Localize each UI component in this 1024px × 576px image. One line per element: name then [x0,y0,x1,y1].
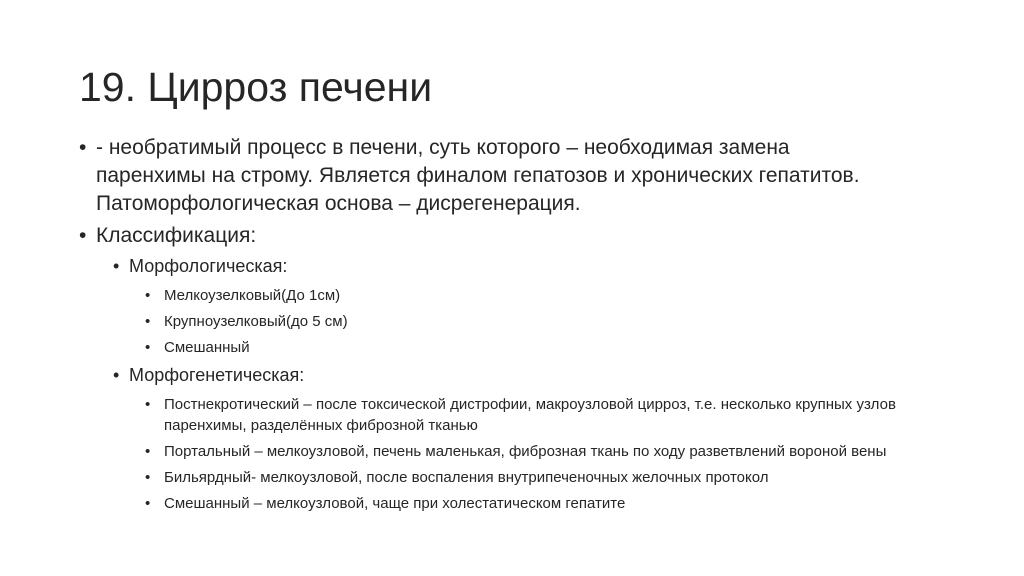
list-item-text: Крупноузелковый(до 5 см) [164,313,348,330]
morphological-item [113,254,959,279]
bullet-icon: • [145,313,151,330]
bullet-icon: • [145,469,151,486]
list-item-text: Бильярдный- мелкоузловой, после воспаления внутрипеченочных желочных протокол [164,469,769,486]
definition-item [79,134,896,218]
bullet-icon: • [145,396,151,413]
slide-title: 19. Цирроз печени [79,64,433,110]
list-item-text: Смешанный – мелкоузловой, чаще при холестатическом гепатите [164,495,626,512]
bullet-icon: • [79,224,87,247]
list-item-text: Портальный – мелкоузловой, печень маленькая, фиброзная ткань по ходу разветвлений вороной вены [164,443,887,460]
slide-body [79,134,959,519]
list-item-text: Мелкоузелковый(До 1см) [164,287,341,304]
list-item-text: Смешанный [164,339,250,356]
bullet-icon: • [113,365,120,385]
list-item [145,337,924,358]
bullet-icon: • [145,443,151,460]
bullet-icon: • [145,287,151,304]
bullet-icon: • [145,339,151,356]
classification-label: Классификация: [96,224,257,247]
list-item [145,467,924,488]
bullet-icon: • [113,256,120,276]
bullet-icon: • [79,136,87,159]
list-item [145,311,924,332]
bullet-icon: • [145,495,151,512]
list-item-text: Постнекротический – после токсической дистрофии, макроузловой цирроз, т.е. несколько крупных узлов паренхимы, разделённых фиброзной тканью [164,396,896,434]
morphological-label: Морфологическая: [129,256,288,276]
morphogenetic-label: Морфогенетическая: [129,365,305,385]
list-item [145,285,924,306]
list-item [145,441,924,462]
definition-text: - необратимый процесс в печени, суть которого – необходимая замена паренхимы на строму. Является финалом гепатозов и хронических гепатитов. Патоморфологическая основа – дисрегенерация. [96,136,860,215]
list-item [145,394,924,436]
classification-item [79,222,959,250]
list-item [145,493,924,514]
morphogenetic-item [113,363,959,388]
